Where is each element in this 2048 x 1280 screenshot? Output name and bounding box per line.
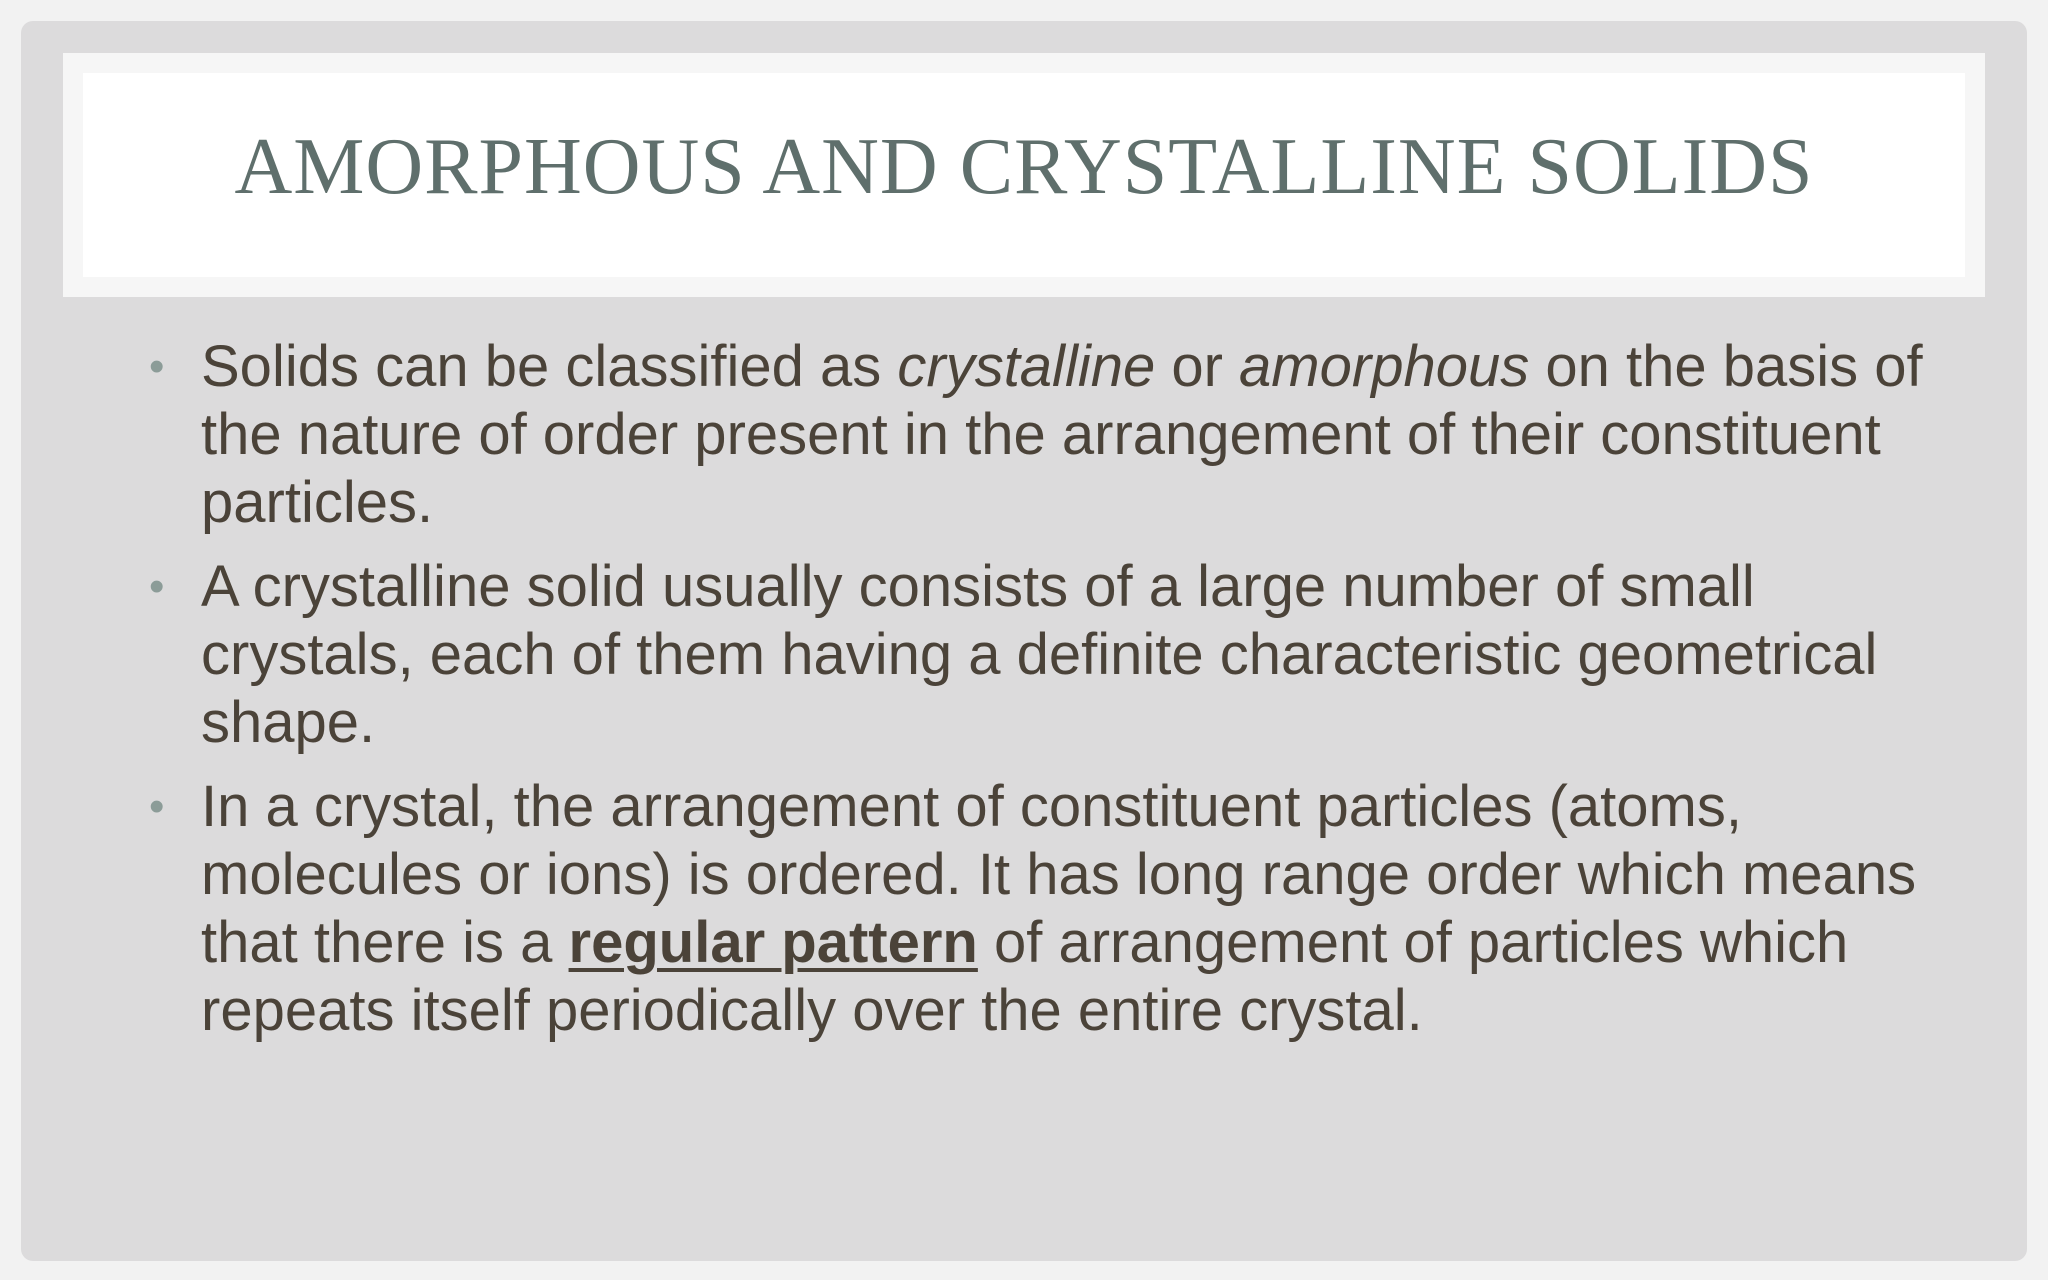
bullet-item-1 <box>149 333 1961 537</box>
bullet-1-term-crystalline: crystalline <box>897 334 1156 399</box>
bullet-list <box>149 333 1961 1061</box>
bullet-1-text-a: Solids can be classified as <box>201 334 898 399</box>
slide <box>21 21 2027 1261</box>
bullet-item-2 <box>149 553 1961 757</box>
bullet-2-text: A crystalline solid usually consists of a large number of small crystals, each of them having a definite characteristic geometrical shape. <box>201 554 1878 755</box>
title-box <box>83 73 1965 277</box>
bullet-3-emphasis-regular-pattern: regular pattern <box>568 910 978 975</box>
title-band <box>63 53 1985 297</box>
slide-title: AMORPHOUS AND CRYSTALLINE SOLIDS <box>234 122 1814 211</box>
bullet-3-text-b: of arrangement of particles which repeats itself periodically over the entire crystal. <box>201 910 1849 1043</box>
bullet-3-text-a: In a crystal, the arrangement of constituent particles (atoms, molecules or ions) is ordered. It has long range order which means that there is a <box>201 774 1917 975</box>
bullet-1-text-c: on the basis of the nature of order present in the arrangement of their constituent particles. <box>201 334 1923 535</box>
bullet-marker: • <box>149 562 165 611</box>
bullet-1-term-amorphous: amorphous <box>1239 334 1530 399</box>
bullet-marker: • <box>149 342 165 391</box>
bullet-1-text-b: or <box>1155 334 1240 399</box>
bullet-marker: • <box>149 782 165 831</box>
bullet-item-3 <box>149 773 1961 1045</box>
